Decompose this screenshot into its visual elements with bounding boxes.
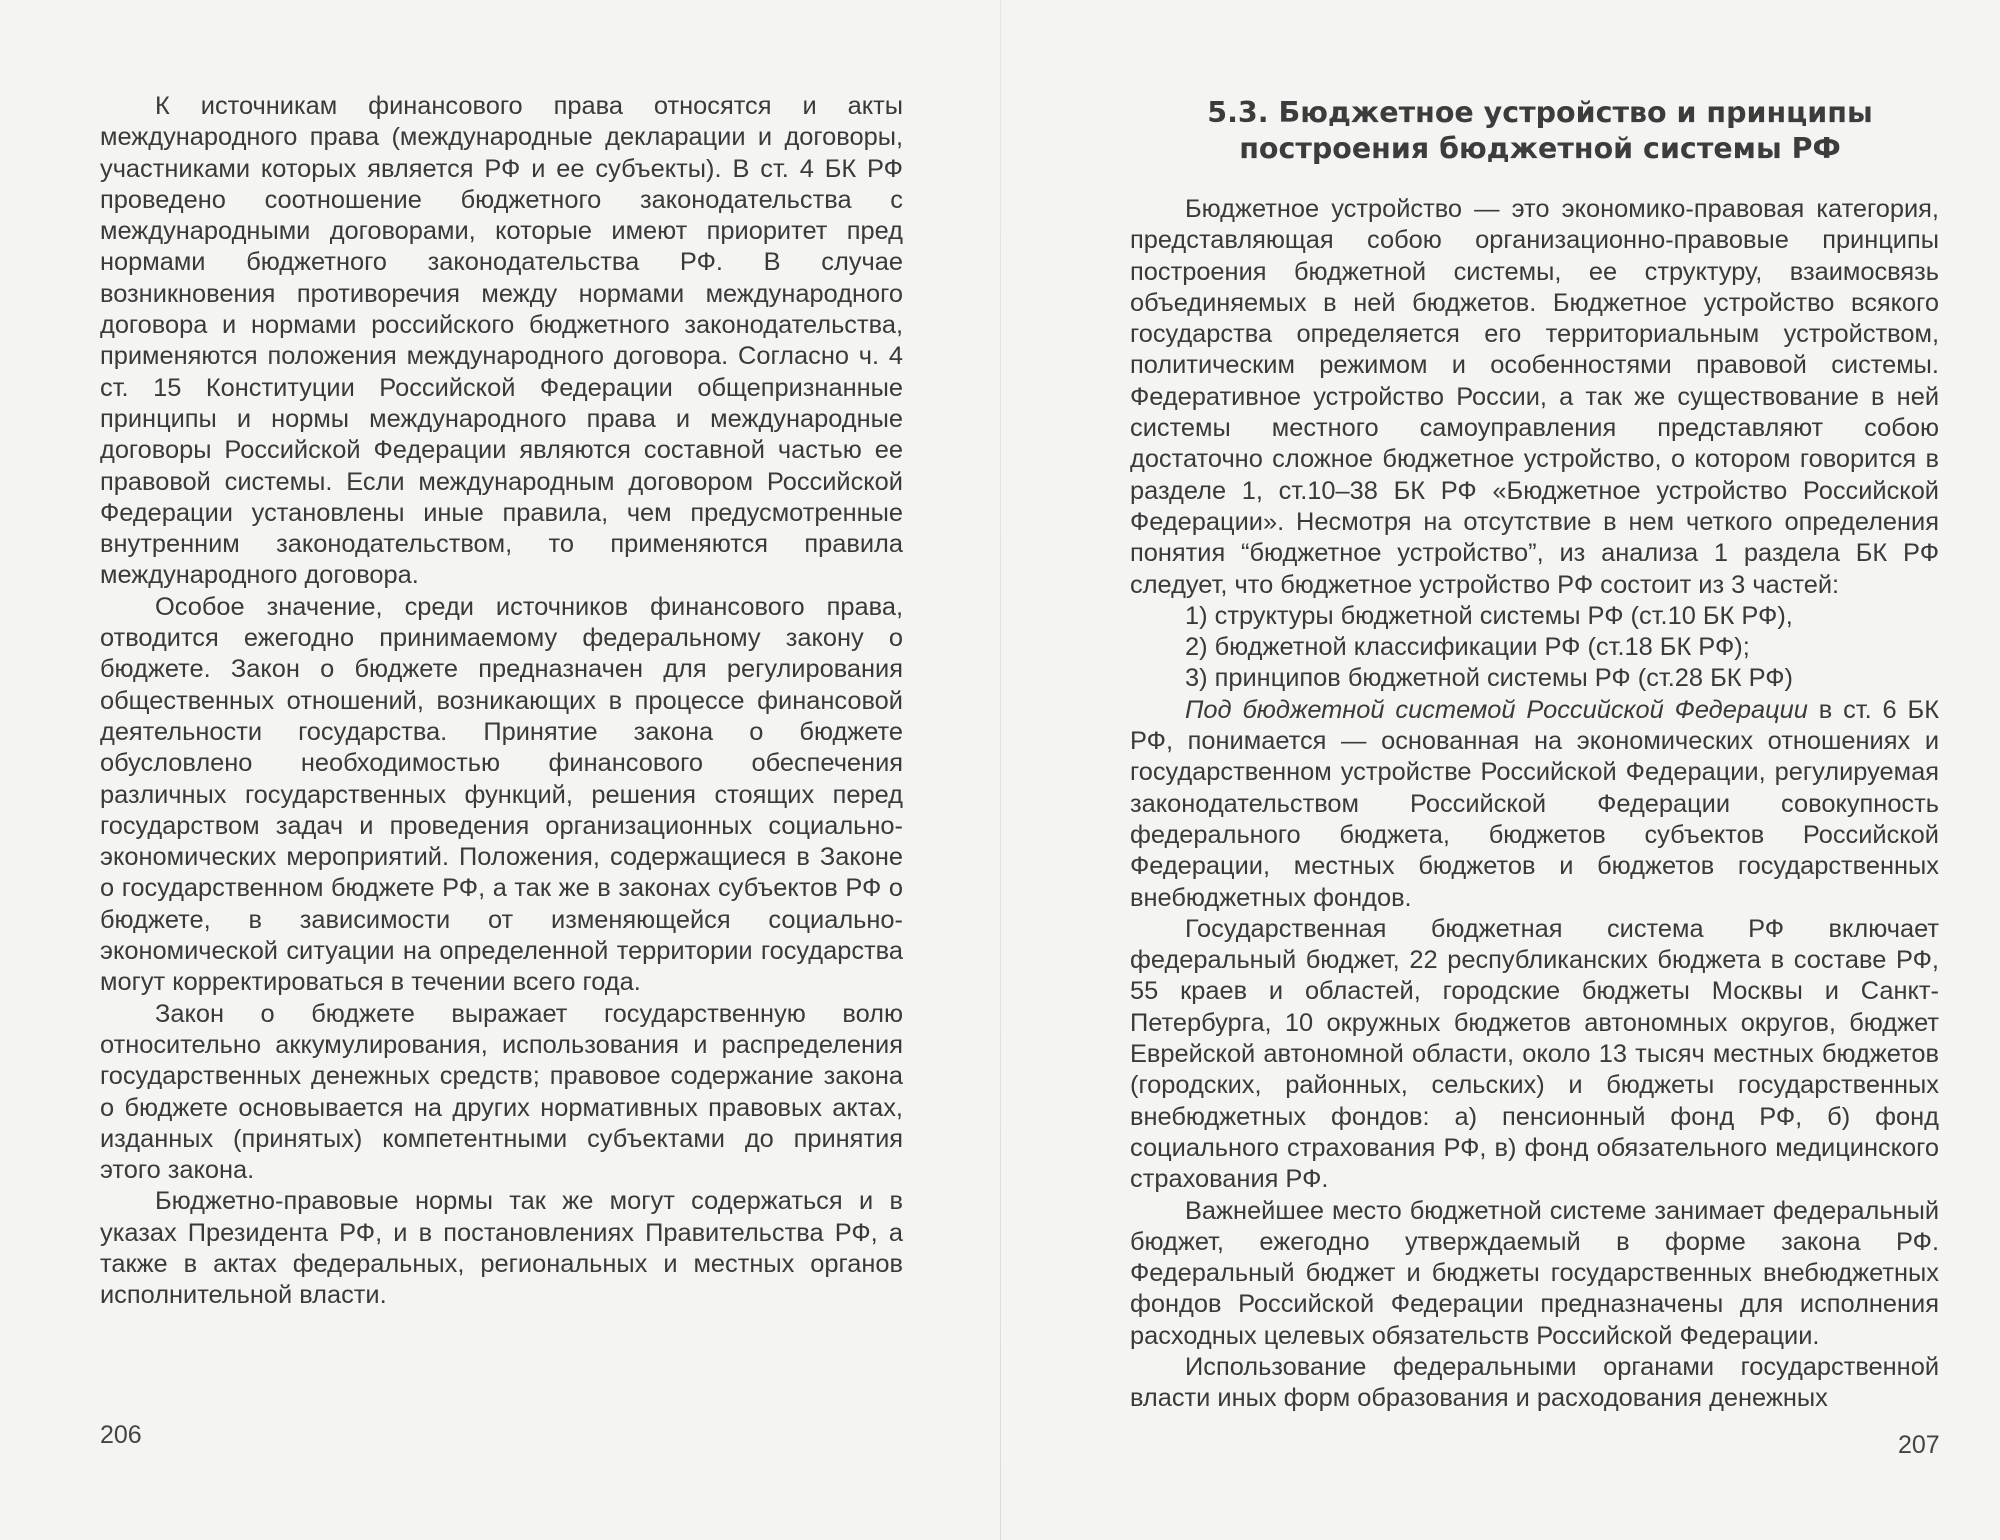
paragraph: Закон о бюджете выражает государственную волю относительно аккумулирования, использования и распределения государственных денежных средств; правовое содержание закона о бюджете основывается на других нормативных правовых актах, изданных (принятых) компетентными субъектами до принятия этого закона. xyxy=(100,999,903,1185)
paragraph: К источникам финансового права относятся и акты международного права (международные декларации и договоры, участниками которых является РФ и ее субъекты). В ст. 4 БК РФ проведено соотношение бюджетного законодательства с международными договорами, которые имеют приоритет пред нормами бюджетного законодательства РФ. В случае возникновения противоречия между нормами международного договора и нормами российского бюджетного законодательства, применяются положения международного договора. Согласно ч. 4 ст. 15 Конституции Российской Федерации общепризнанные принципы и нормы международного права и международные договоры Российской Федерации являются составной частью ее правовой системы. Если международным договором Российской Федерации установлены иные правила, чем предусмотренные внутренним законодательством, то применяются правила международного договора. xyxy=(100,92,903,590)
italic-term: Под бюджетной системой Российской Федерации xyxy=(1185,695,1808,724)
definition-text: в ст. 6 БК РФ, понимается — основанная на экономических отношениях и государственном устройстве Российской Федерации, регулируемая законодательством Российской Федерации совокупность федерального бюджета, бюджетов субъектов Российской Федерации, местных бюджетов и бюджетов государственных внебюджетных фондов. xyxy=(1130,695,1939,912)
paragraph: Важнейшее место бюджетной системе занимает федеральный бюджет, ежегодно утверждаемый в форме закона РФ. Федеральный бюджет и бюджеты государственных внебюджетных фондов Российской Федерации предназначены для исполнения расходных целевых обязательств Российской Федерации. xyxy=(1130,1196,1939,1350)
right-page-text xyxy=(1130,194,1939,1415)
paragraph: Бюджетно-правовые нормы так же могут содержаться и в указах Президента РФ, и в постановлениях Правительства РФ, а также в актах федеральных, региональных и местных органов исполнительной власти. xyxy=(100,1187,903,1310)
left-page-text xyxy=(100,91,903,1312)
paragraph: Использование федеральными органами государственной власти иных форм образования и расходования денежных xyxy=(1130,1352,1939,1413)
list-item: 1) структуры бюджетной системы РФ (ст.10 БК РФ), xyxy=(1185,601,1793,630)
paragraph: Государственная бюджетная система РФ включает федеральный бюджет, 22 республиканских бюджета в составе РФ, 55 краев и областей, городские бюджеты Москвы и Санкт-Петербурга, 10 окружных бюджетов автономных округов, бюджет Еврейской автономной области, около 13 тысяч местных бюджетов (городских, районных, сельских) и бюджеты государственных внебюджетных фондов: а) пенсионный фонд РФ, б) фонд социального страхования РФ, в) фонд обязательного медицинского страхования РФ. xyxy=(1130,914,1939,1194)
heading-line: построения бюджетной системы РФ xyxy=(1239,132,1841,165)
list-item: 3) принципов бюджетной системы РФ (ст.28 БК РФ) xyxy=(1185,664,1793,693)
section-heading xyxy=(1100,95,1980,167)
paragraph: Особое значение, среди источников финансового права, отводится ежегодно принимаемому федеральному закону о бюджете. Закон о бюджете предназначен для регулирования общественных отношений, возникающих в процессе финансовой деятельности государства. Принятие закона о бюджете обусловлено необходимостью финансового обеспечения различных государственных функций, решения стоящих перед государством задач и проведения организационных социально-экономических мероприятий. Положения, содержащиеся в Законе о государственном бюджете РФ, а так же в законах субъектов РФ о бюджете, в зависимости от изменяющейся социально-экономической ситуации на определенной территории государства могут корректироваться в течении всего года. xyxy=(100,592,903,997)
page-number: 207 xyxy=(1898,1431,1940,1459)
paragraph: Бюджетное устройство — это экономико-правовая категория, представляющая собою организационно-правовые принципы построения бюджетной системы, ее структуру, взаимосвязь объединяемых в ней бюджетов. Бюджетное устройство всякого государства определяется его территориальным устройством, политическим режимом и особенностями правовой системы. Федеративное устройство России, а так же существование в ней системы местного самоуправления представляют собою достаточно сложное бюджетное устройство, о котором говорится в разделе 1, ст.10–38 БК РФ «Бюджетное устройство Российской Федерации». Несмотря на отсутствие в нем четкого определения понятия “бюджетное устройство”, из анализа 1 раздела БК РФ следует, что бюджетное устройство РФ состоит из 3 частей: xyxy=(1130,195,1939,599)
definition-paragraph xyxy=(1130,695,1939,914)
list-item: 2) бюджетной классификации РФ (ст.18 БК РФ); xyxy=(1185,633,1750,662)
heading-line: 5.3. Бюджетное устройство и принципы xyxy=(1207,96,1873,129)
page-number: 206 xyxy=(100,1421,142,1449)
right-page xyxy=(1000,0,2000,1540)
